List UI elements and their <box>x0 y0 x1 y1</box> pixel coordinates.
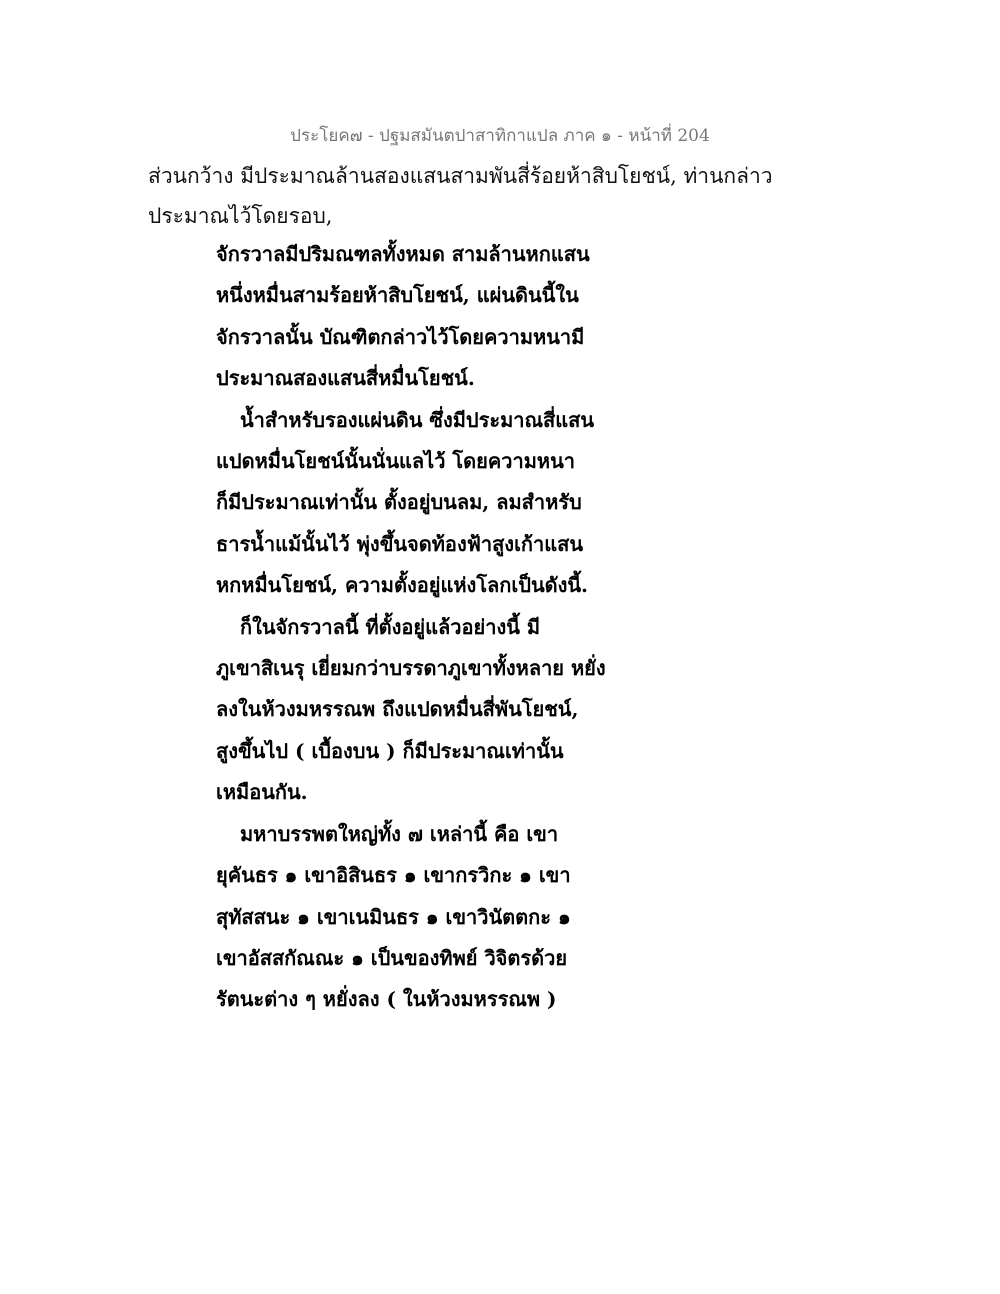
verse-block <box>216 234 636 1021</box>
intro-line: ประมาณไว้โดยรอบ, <box>148 204 333 228</box>
verse-line: หนึ่งหมื่นสามร้อยห้าสิบโยชน์, แผ่นดินนี้ใน <box>216 283 579 308</box>
verse-line: ธารน้ำแม้นั้นไว้ พุ่งขึ้นจดท้องฟ้าสูงเก้าแสน <box>216 531 584 556</box>
verse-line: ภูเขาสิเนรุ เยี่ยมกว่าบรรดาภูเขาทั้งหลาย หยั่ง <box>216 656 606 681</box>
running-header: ประโยค๗ - ปฐมสมันตปาสาทิกาแปล ภาค ๑ - หน้าที่ 204 <box>290 126 710 146</box>
verse-line: ก็มีประมาณเท่านั้น ตั้งอยู่บนลม, ลมสำหรับ <box>216 490 582 515</box>
intro-line: ส่วนกว้าง มีประมาณล้านสองแสนสามพันสี่ร้อยห้าสิบโยชน์, ท่านกล่าว <box>148 164 773 188</box>
verse-line: สุทัสสนะ ๑ เขาเนมินธร ๑ เขาวินัตตกะ ๑ <box>216 904 571 929</box>
verse-line: ลงในห้วงมหรรณพ ถึงแปดหมื่นสี่พันโยชน์, <box>216 697 579 722</box>
verse-line: จักรวาลนั้น บัณฑิตกล่าวไว้โดยความหนามี <box>216 324 585 349</box>
verse-line: รัตนะต่าง ๆ หยั่งลง ( ในห้วงมหรรณพ ) <box>216 987 557 1012</box>
verse-line: เหมือนกัน. <box>216 780 308 805</box>
verse-line: ยุคันธร ๑ เขาอิสินธร ๑ เขากรวิกะ ๑ เขา <box>216 863 571 888</box>
verse-line: เขาอัสสกัณณะ ๑ เป็นของทิพย์ วิจิตรด้วย <box>216 945 568 970</box>
verse-line: ก็ในจักรวาลนี้ ที่ตั้งอยู่แล้วอย่างนี้ มี <box>240 614 541 639</box>
verse-line: มหาบรรพตใหญ่ทั้ง ๗ เหล่านี้ คือ เขา <box>240 821 559 846</box>
verse-line: แปดหมื่นโยชน์นั้นนั่นแลไว้ โดยความหนา <box>216 449 575 474</box>
verse-line: สูงขึ้นไป ( เบื้องบน ) ก็มีประมาณเท่านั้น <box>216 738 564 763</box>
verse-line: น้ำสำหรับรองแผ่นดิน ซึ่งมีประมาณสี่แสน <box>240 407 595 432</box>
verse-line: จักรวาลมีปริมณฑลทั้งหมด สามล้านหกแสน <box>216 242 590 266</box>
verse-line: หกหมื่นโยชน์, ความตั้งอยู่แห่งโลกเป็นดังนี้. <box>216 573 589 598</box>
intro-paragraph <box>148 156 868 236</box>
verse-line: ประมาณสองแสนสี่หมื่นโยชน์. <box>216 366 475 391</box>
